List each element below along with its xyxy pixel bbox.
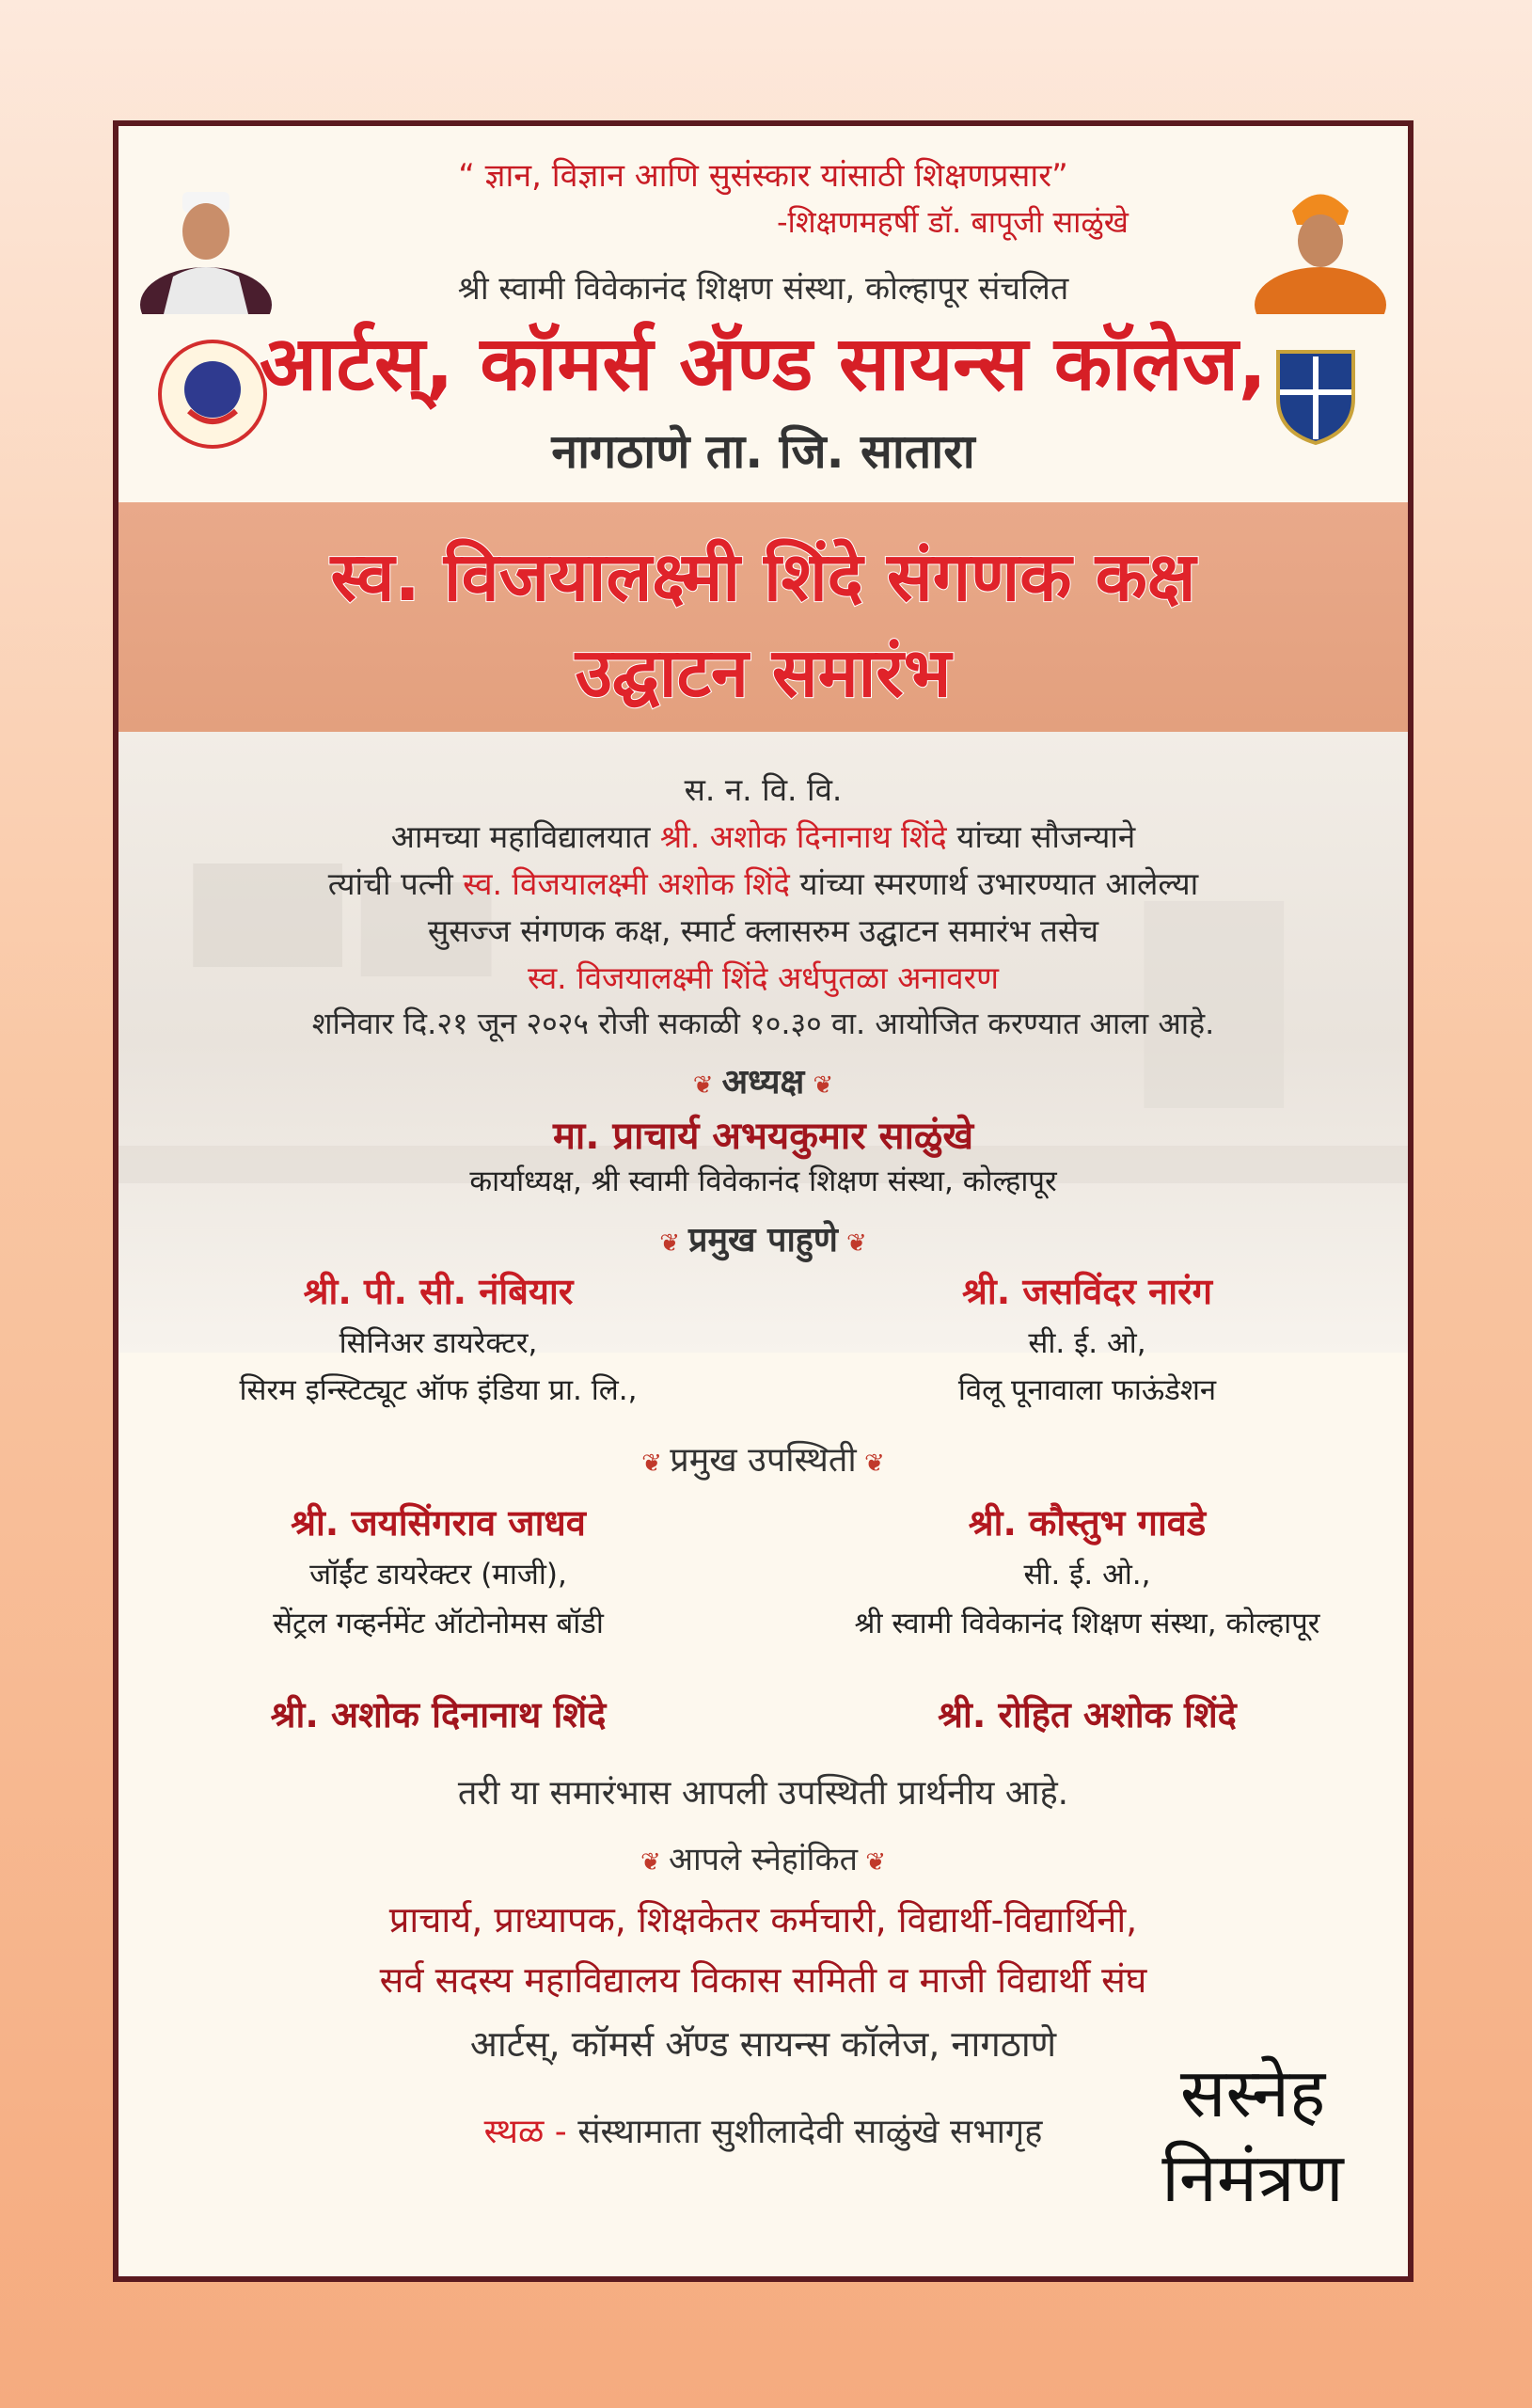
- ornament-icon: ❦: [804, 1071, 834, 1100]
- chief-guests-heading: प्रमुख पाहुणे: [688, 1221, 838, 1259]
- venue-label: स्थळ -: [483, 2113, 567, 2151]
- guest-right-name: श्री. जसविंदर नारंग: [961, 1271, 1213, 1312]
- presence-heading: प्रमुख उपस्थिती: [670, 1441, 857, 1480]
- college-location: नागठाणे ता. जि. सातारा: [551, 424, 975, 479]
- invitation-card: [113, 120, 1414, 2282]
- event-title-line-1: स्व. विजयालक्ष्मी शिंदे संगणक कक्ष: [330, 537, 1196, 616]
- invite-line-2-a: आमच्या महाविद्यालयात: [390, 818, 660, 855]
- hosts-line-1: प्राचार्य, प्राध्यापक, शिक्षकेतर कर्मचारी, विद्यार्थी-विद्यार्थिनी,: [388, 1899, 1138, 1941]
- invite-line-3: [118, 862, 1408, 904]
- presence-left-name: श्री. जयसिंगराव जाधव: [291, 1502, 586, 1544]
- sasneh-nimantran-stamp: [1126, 2051, 1380, 2258]
- venue-name: संस्थामाता सुशीलादेवी साळुंखे सभागृह: [566, 2113, 1043, 2151]
- event-date-line: शनिवार दि.२१ जून २०२५ रोजी सकाळी १०.३० वा. आयोजित करण्यात आला आहे.: [311, 1006, 1215, 1041]
- invite-line-2: [118, 815, 1408, 857]
- guest-left-line1: सिनिअर डायरेक्टर,: [339, 1326, 538, 1360]
- hosts-college: आर्टस्, कॉमर्स अ‍ॅण्ड सायन्स कॉलेज, नागठाणे: [469, 2023, 1057, 2065]
- ornament-icon: ❦: [856, 1450, 885, 1478]
- president-heading-row: [118, 1057, 1408, 1103]
- affectionate-heading: आपले स्नेहांकित: [669, 1841, 858, 1878]
- salutation: स. न. वि. वि.: [684, 771, 843, 808]
- affectionate-heading-row: [118, 1836, 1408, 1879]
- presence-right-name: श्री. कौस्तुभ गावडे: [968, 1502, 1207, 1544]
- guest-right-line1: सी. ई. ओ,: [1028, 1326, 1146, 1360]
- event-title-band: [118, 502, 1408, 732]
- memorial-name: स्व. विजयालक्ष्मी अशोक शिंदे: [463, 865, 790, 902]
- ornament-icon: ❦: [857, 1848, 887, 1877]
- presence-right-line1: सी. ई. ओ.,: [1023, 1558, 1151, 1592]
- ornament-icon: ❦: [640, 1848, 670, 1877]
- presence-right2-name: श्री. रोहित अशोक शिंदे: [938, 1694, 1237, 1735]
- sanstha-name: श्री स्वामी विवेकानंद शिक्षण संस्था, कोल्हापूर संचलित: [457, 270, 1069, 308]
- ornament-icon: ❦: [837, 1229, 867, 1258]
- guest-left-name: श्री. पी. सी. नंबियार: [303, 1271, 574, 1312]
- event-title-line-2: उद्घाटन समारंभ: [575, 633, 952, 712]
- presence-left-line1: जॉईंट डायरेक्टर (माजी),: [309, 1558, 567, 1592]
- guest-left-line2: सिरम इन्स्टिट्यूट ऑफ इंडिया प्रा. लि.,: [239, 1373, 638, 1407]
- ornament-icon: ❦: [692, 1071, 722, 1100]
- invite-line-5: स्व. विजयालक्ष्मी शिंदे अर्धपुतळा अनावरण: [527, 959, 1000, 996]
- motto-author: -शिक्षणमहर्षी डॉ. बापूजी साळुंखे: [777, 204, 1129, 240]
- college-name: आर्टस्, कॉमर्स अ‍ॅण्ड सायन्स कॉलेज,: [259, 320, 1268, 407]
- motto-quote: “ ज्ञान, विज्ञान आणि सुसंस्कार यांसाठी शिक्षणप्रसार”: [458, 157, 1068, 195]
- ornament-icon: ❦: [659, 1229, 689, 1258]
- invite-line-3-a: त्यांची पत्नी: [327, 865, 464, 902]
- attendance-request: तरी या समारंभास आपली उपस्थिती प्रार्थनीय आहे.: [457, 1774, 1069, 1813]
- hosts-line-2: सर्व सदस्य महाविद्यालय विकास समिती व माजी विद्यार्थी संघ: [379, 1959, 1147, 2001]
- chief-guests-heading-row: [118, 1215, 1408, 1261]
- presence-left2-name: श्री. अशोक दिनानाथ शिंदे: [270, 1694, 607, 1735]
- invite-line-4: सुसज्ज संगणक कक्ष, स्मार्ट क्लासरुम उद्घाटन समारंभ तसेच: [427, 912, 1099, 949]
- ornament-icon: ❦: [641, 1450, 671, 1478]
- invite-line-3-c: यांच्या स्मरणार्थ उभारण्यात आलेल्या: [789, 865, 1199, 902]
- president-heading: अध्यक्ष: [721, 1063, 805, 1101]
- presence-right-line2: श्री स्वामी विवेकानंद शिक्षण संस्था, कोल्हापूर: [854, 1607, 1320, 1640]
- presence-heading-row: [118, 1435, 1408, 1481]
- guest-right-line2: विलू पूनावाला फाऊंडेशन: [957, 1373, 1217, 1407]
- president-name: मा. प्राचार्य अभयकुमार साळुंखे: [552, 1115, 974, 1158]
- president-title: कार्याध्यक्ष, श्री स्वामी विवेकानंद शिक्षण संस्था, कोल्हापूर: [469, 1164, 1057, 1198]
- stamp-line-2: निमंत्रण: [1161, 2138, 1344, 2217]
- presence-left-line2: सेंट्रल गव्हर्नमेंट ऑटोनोमस बॉडी: [273, 1607, 604, 1640]
- invite-line-2-c: यांच्या सौजन्याने: [946, 818, 1136, 855]
- donor-name: श्री. अशोक दिनानाथ शिंदे: [659, 818, 947, 855]
- stamp-line-1: सस्नेह: [1179, 2053, 1326, 2132]
